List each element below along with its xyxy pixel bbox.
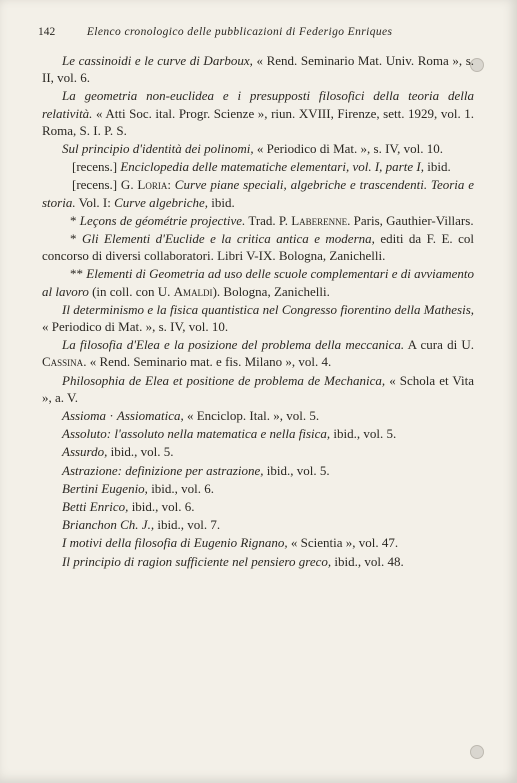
entry-title: Betti Enrico,	[62, 499, 129, 515]
bibliography-entry	[42, 230, 474, 264]
bibliography-entry	[42, 425, 474, 442]
entry-title: Il determinismo e la fisica quantistica nel Congresso fiorentino della Mathesis,	[62, 301, 474, 317]
entry-text: ). Bologna, Zanichelli.	[212, 283, 330, 299]
bibliography-entry	[42, 336, 474, 370]
entry-text: Vol. I:	[75, 194, 115, 210]
bibliography-entry	[42, 87, 474, 139]
entry-title: Philosophia de Elea et positione de problema de Mechanica,	[62, 372, 386, 388]
entry-text: ibid.	[208, 194, 235, 210]
bibliography-entry	[42, 265, 474, 299]
entry-title: Bertini Eugenio,	[62, 480, 148, 496]
entry-text: ibid., vol. 6.	[147, 480, 215, 496]
punch-hole	[470, 745, 484, 759]
entry-text: ibid., vol. 5.	[107, 444, 174, 460]
entry-title: Leçons de géométrie projective.	[79, 212, 246, 228]
bibliography-entry	[42, 443, 474, 460]
entry-title: Le cassinoidi e le curve di Darboux,	[62, 53, 253, 68]
author-name: Laberenne	[291, 212, 348, 228]
entry-text: « Rend. Seminario Mat. Univ. Roma », s. II, vol. 6.	[42, 53, 474, 86]
entry-title: I motivi della filosofia di Eugenio Rignano,	[62, 535, 288, 551]
bibliography-list	[42, 52, 475, 571]
bibliography-entry	[42, 301, 474, 335]
bibliography-entry	[42, 516, 474, 533]
bibliography-entry	[42, 534, 474, 551]
page-number: 142	[38, 26, 56, 38]
bibliography-entry	[42, 158, 474, 175]
bibliography-entry	[42, 480, 474, 497]
entry-title: Curve piane speciali, algebriche e trascendenti. Teoria e storia.	[42, 177, 474, 210]
bibliography-entry	[42, 176, 474, 210]
entry-text: « Periodico di Mat. », s. IV, vol. 10.	[42, 319, 229, 335]
bibliography-entry	[42, 140, 474, 157]
entry-title: Sul principio d'identità dei polinomi,	[62, 141, 254, 157]
bibliography-entry	[42, 553, 474, 570]
entry-text: « Schola et Vita », a. V.	[42, 372, 474, 405]
author-name: Loria	[137, 177, 168, 193]
entry-text: « Enciclop. Ital. », vol. 5.	[183, 408, 320, 424]
entry-text: ·	[106, 408, 117, 424]
entry-title: Assoluto: l'assoluto nella matematica e nella fisica,	[62, 426, 331, 442]
entry-text: [recens.]	[72, 159, 121, 175]
bibliography-entry	[42, 462, 474, 479]
entry-title: La filosofia d'Elea e la posizione del problema della meccanica.	[62, 337, 405, 353]
entry-text: ibid., vol. 5.	[330, 426, 397, 442]
entry-text: ibid., vol. 6.	[128, 499, 195, 515]
entry-title: Elementi di Geometria ad uso delle scuole complementari e di avviamento al lavoro	[42, 266, 475, 299]
entry-text: (in coll. con U.	[88, 283, 174, 299]
entry-text: A cura di U.	[404, 337, 475, 353]
entry-text: « Atti Soc. ital. Progr. Scienze », riun. XVIII, Firenze, sett. 1929, vol. 1. Roma, S. I. P. S.	[42, 105, 474, 138]
entry-text: . Paris, Gauthier-Villars.	[347, 212, 474, 228]
entry-text: « Periodico di Mat. », s. IV, vol. 10.	[253, 141, 443, 157]
entry-title: Assiomatica,	[116, 408, 184, 424]
entry-title: Astrazione: definizione per astrazione,	[62, 462, 264, 478]
entry-text: ibid., vol. 5.	[263, 462, 330, 478]
entry-text: [recens.] G.	[72, 177, 138, 193]
running-header	[38, 24, 455, 40]
entry-text: ibid., vol. 48.	[331, 553, 404, 569]
bibliography-entry	[42, 407, 474, 424]
entry-text: ibid., vol. 7.	[154, 517, 221, 533]
entry-text: ibid.	[423, 159, 451, 175]
running-title: Elenco cronologico delle pubblicazioni di Federigo Enriques	[86, 26, 393, 38]
entry-text: *	[70, 212, 80, 228]
bibliography-entry	[42, 212, 474, 229]
entry-title: Gli Elementi d'Euclide e la critica antica e moderna,	[81, 231, 375, 247]
entry-title: Enciclopedia delle matematiche elementari, vol. I, parte I,	[120, 159, 424, 175]
entry-title: Il principio di ragion sufficiente nel pensiero greco,	[62, 553, 332, 569]
entry-title: Brianchon Ch. J.,	[62, 517, 155, 533]
author-name: Amaldi	[173, 283, 213, 299]
bibliography-entry	[42, 52, 474, 86]
entry-text: Trad. P.	[245, 212, 292, 228]
entry-text: :	[167, 177, 175, 193]
entry-title: Assurdo,	[62, 444, 108, 460]
author-name: Cassina	[42, 354, 84, 370]
bibliography-entry	[42, 498, 474, 515]
entry-text: **	[70, 266, 87, 282]
entry-title: Curve algebriche,	[114, 194, 208, 210]
bibliography-entry	[42, 372, 474, 406]
entry-text: « Scientia », vol. 47.	[287, 535, 399, 551]
entry-text: editi da F. E. col concorso di diversi collaboratori. Libri V-IX. Bologna, Zanichelli.	[42, 231, 474, 264]
entry-text: *	[70, 231, 82, 247]
entry-title: La geometria non-euclidea e i presupposti filosofici della teoria della relatività.	[42, 88, 474, 121]
entry-text: . « Rend. Seminario mat. e fis. Milano », vol. 4.	[83, 354, 332, 370]
entry-title: Assioma	[62, 408, 107, 424]
